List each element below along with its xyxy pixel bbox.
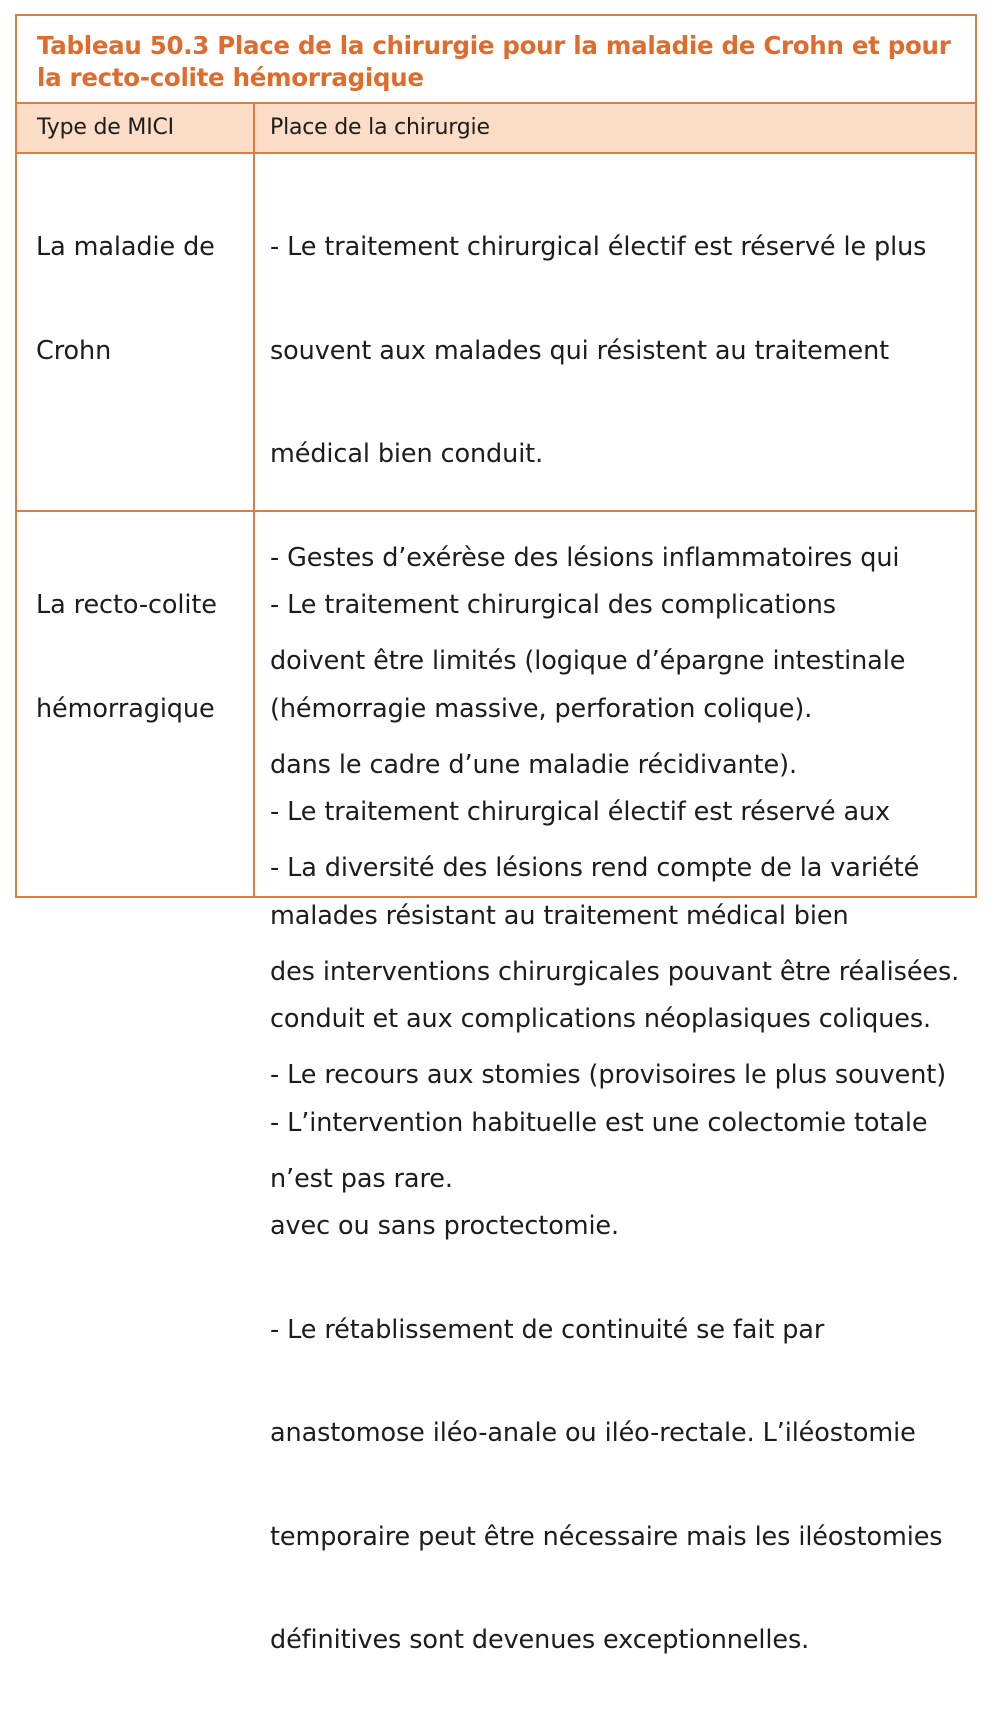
row-crohn-desc-line: médical bien conduit. bbox=[270, 439, 544, 469]
row-rch-desc-line: - Le rétablissement de continuité se fait par bbox=[270, 1314, 825, 1345]
row-rch-desc-line: - Le traitement chirurgical électif est réservé aux bbox=[270, 797, 891, 827]
row-divider bbox=[17, 510, 975, 512]
row-rch-desc-line: - L’intervention habituelle est une colectomie totale bbox=[270, 1107, 928, 1138]
row-crohn-desc-line: - La diversité des lésions rend compte de la variété bbox=[270, 853, 920, 883]
row-crohn-desc-line: - Gestes d’exérèse des lésions inflammatoires qui bbox=[270, 542, 900, 573]
row-rch-type-line: hémorragique bbox=[36, 693, 215, 724]
row-rch-type bbox=[36, 519, 246, 795]
row-crohn-desc-line: - Le recours aux stomies (provisoires le plus souvent) bbox=[270, 1060, 947, 1090]
table-header-row bbox=[17, 104, 975, 152]
row-rch-desc-line: - Le traitement chirurgical des complications bbox=[270, 590, 836, 620]
header-place-de-la-chirurgie: Place de la chirurgie bbox=[270, 115, 490, 140]
table-container bbox=[15, 14, 977, 1655]
row-rch-desc-line: malades résistant au traitement médical bien bbox=[270, 900, 849, 931]
row-rch-desc-line: (hémorragie massive, perforation colique). bbox=[270, 693, 813, 724]
caption-line-2: la recto-colite hémorragique bbox=[37, 63, 424, 92]
header-type-de-mici: Type de MICI bbox=[37, 115, 174, 140]
row-crohn-desc-line: souvent aux malades qui résistent au traitement bbox=[270, 335, 890, 366]
row-rch-desc-line: temporaire peut être nécessaire mais les iléostomies bbox=[270, 1521, 943, 1552]
header-divider bbox=[17, 152, 975, 154]
row-rch-desc-line: avec ou sans proctectomie. bbox=[270, 1211, 620, 1241]
row-rch-desc-line: définitives sont devenues exceptionnelles. bbox=[270, 1625, 810, 1655]
caption-line-1: Tableau 50.3 Place de la chirurgie pour la maladie de Crohn et pour bbox=[37, 31, 951, 60]
row-rch-desc-line: conduit et aux complications néoplasiques coliques. bbox=[270, 1004, 932, 1034]
row-crohn-type-line: Crohn bbox=[36, 335, 112, 366]
row-crohn-desc-line: doivent être limités (logique d’épargne intestinale bbox=[270, 646, 906, 676]
table-caption bbox=[17, 16, 975, 102]
row-rch-type-line: La recto-colite bbox=[36, 590, 217, 620]
row-crohn-desc-line: - Le traitement chirurgical électif est réservé le plus bbox=[270, 232, 927, 262]
row-crohn-desc-line: dans le cadre d’une maladie récidivante). bbox=[270, 749, 797, 780]
row-rch-description bbox=[270, 519, 970, 1727]
row-crohn-desc-line: n’est pas rare. bbox=[270, 1163, 453, 1194]
row-crohn-type bbox=[36, 161, 246, 437]
row-crohn-type-line: La maladie de bbox=[36, 232, 215, 262]
column-divider bbox=[253, 104, 255, 898]
row-crohn-desc-line: des interventions chirurgicales pouvant être réalisées. bbox=[270, 956, 960, 987]
row-rch-desc-line: anastomose iléo-anale ou iléo-rectale. L’iléostomie bbox=[270, 1418, 916, 1448]
